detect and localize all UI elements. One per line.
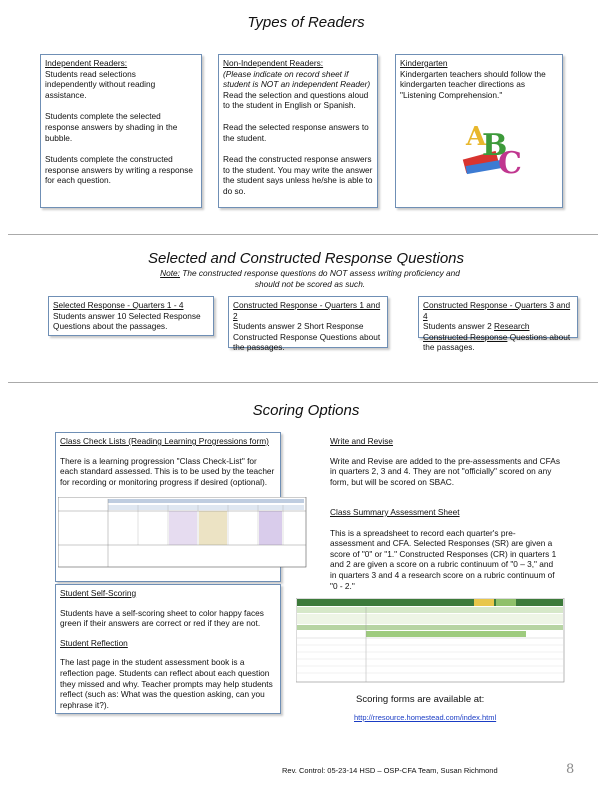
svg-text:A: A — [466, 122, 487, 152]
non-independent-note: (Please indicate on record sheet if student is NOT an independent Reader) — [223, 68, 371, 90]
write-revise-text: Write and Revise are added to the pre-assessments and CFAs in quarters 2, 3 and 4. They are not "officially" scored on any form, but will be scored on SBAC. — [330, 455, 560, 487]
selected-heading: Selected Response - Quarters 1 - 4 — [53, 300, 184, 310]
write-revise-section — [330, 436, 562, 487]
reflection-text: The last page in the student assessment book is a reflection page. Students can reflect about each question they missed and why. Teacher prompts may help students reflect (such as: What was the question asking, can you rephrase it?). — [60, 657, 273, 710]
footer-text: Rev. Control: 05-23-14 HSD – OSP-CFA Team, Susan Richmond — [282, 766, 498, 775]
forms-link[interactable]: http://rresource.homestead.com/index.html — [354, 713, 497, 722]
non-independent-p1: Read the selection and questions aloud to the student in English or Spanish. — [223, 89, 369, 111]
summary-heading: Class Summary Assessment Sheet — [330, 507, 460, 517]
page-title: Types of Readers — [247, 14, 365, 31]
independent-readers-box — [40, 54, 202, 208]
constructed-12-text: Students answer 2 Short Response Constructed Response Questions about the passages. — [233, 321, 381, 353]
non-independent-heading: Non-Independent Readers: — [223, 58, 324, 68]
class-summary-box — [326, 504, 562, 594]
constructed-34-heading: Constructed Response - Quarters 3 and 4 — [423, 300, 571, 321]
class-checklist-form-image — [58, 497, 308, 569]
self-heading: Student Self-Scoring — [60, 588, 137, 598]
write-revise-heading: Write and Revise — [330, 436, 394, 446]
non-independent-p2: Read the selected response answers to the student. — [223, 121, 369, 143]
constructed-12-box — [228, 296, 388, 353]
svg-text:C: C — [498, 146, 522, 181]
independent-p2: Students complete the selected response answers by shading in the bubble. — [45, 111, 178, 143]
sc-note-label: Note: — [160, 268, 180, 278]
independent-p1: Students read selections independently without reading assistance. — [45, 68, 156, 100]
constructed-34-text: Students answer 2 Research Constructed Response Questions about the passages. — [423, 321, 571, 353]
scoring-title: Scoring Options — [252, 402, 360, 419]
forms-available: Scoring forms are available at: — [356, 694, 485, 705]
non-independent-p3: Read the constructed response answers to the student. You may write the answer the student says unless he/she is able to do so. — [223, 154, 373, 196]
selected-response-box — [48, 296, 214, 336]
abc-books-icon — [456, 115, 526, 185]
divider-1 — [8, 234, 598, 235]
summary-text: This is a spreadsheet to record each quarter's pre-assessment and CFA. Selected Responses (SR) are given a score of "0" or "1." Constructed Responses (CR) in quarters 1 and 2 are given a score on a rubric continuum of "0 – 3," and in quarters 3 and 4 a research score on a rubric continuum of "0 - 2." — [330, 527, 557, 591]
self-scoring-box — [55, 584, 281, 714]
non-independent-readers-box — [218, 54, 378, 208]
checklist-text: There is a learning progression "Class Check-List" for each standard assessed. This is to be used by the teacher for recording or monitoring progress if desired (optional). — [60, 455, 275, 487]
kindergarten-box — [395, 54, 563, 208]
sc-title: Selected and Constructed Response Questions — [147, 250, 465, 267]
divider-2 — [8, 382, 598, 383]
self-text: Students have a self-scoring sheet to color happy faces green if their answers are correct or red if they are not. — [60, 607, 264, 629]
sc-note-text: The constructed response questions do NOT assess writing proficiency and should not be scored as such. — [182, 268, 460, 289]
constructed-34-box — [418, 296, 578, 353]
scoring-left-box — [55, 432, 281, 582]
independent-p3: Students complete the constructed response answers by writing a response for each question. — [45, 154, 194, 186]
independent-heading: Independent Readers: — [45, 58, 128, 68]
class-summary-sheet-image — [296, 598, 566, 684]
svg-text:B: B — [482, 128, 508, 163]
page-number: 8 — [566, 762, 575, 777]
reflection-heading: Student Reflection — [60, 637, 128, 648]
sc-note — [150, 268, 470, 289]
kindergarten-p1: Kindergarten teachers should follow the kindergarten teacher directions as "Listening Comprehension." — [400, 68, 546, 100]
selected-text: Students answer 10 Selected Response Questions about the passages. — [53, 310, 201, 332]
kindergarten-heading: Kindergarten — [400, 58, 448, 68]
checklist-heading: Class Check Lists (Reading Learning Progressions form) — [60, 436, 269, 446]
constructed-12-heading: Constructed Response - Quarters 1 and 2 — [233, 300, 381, 321]
